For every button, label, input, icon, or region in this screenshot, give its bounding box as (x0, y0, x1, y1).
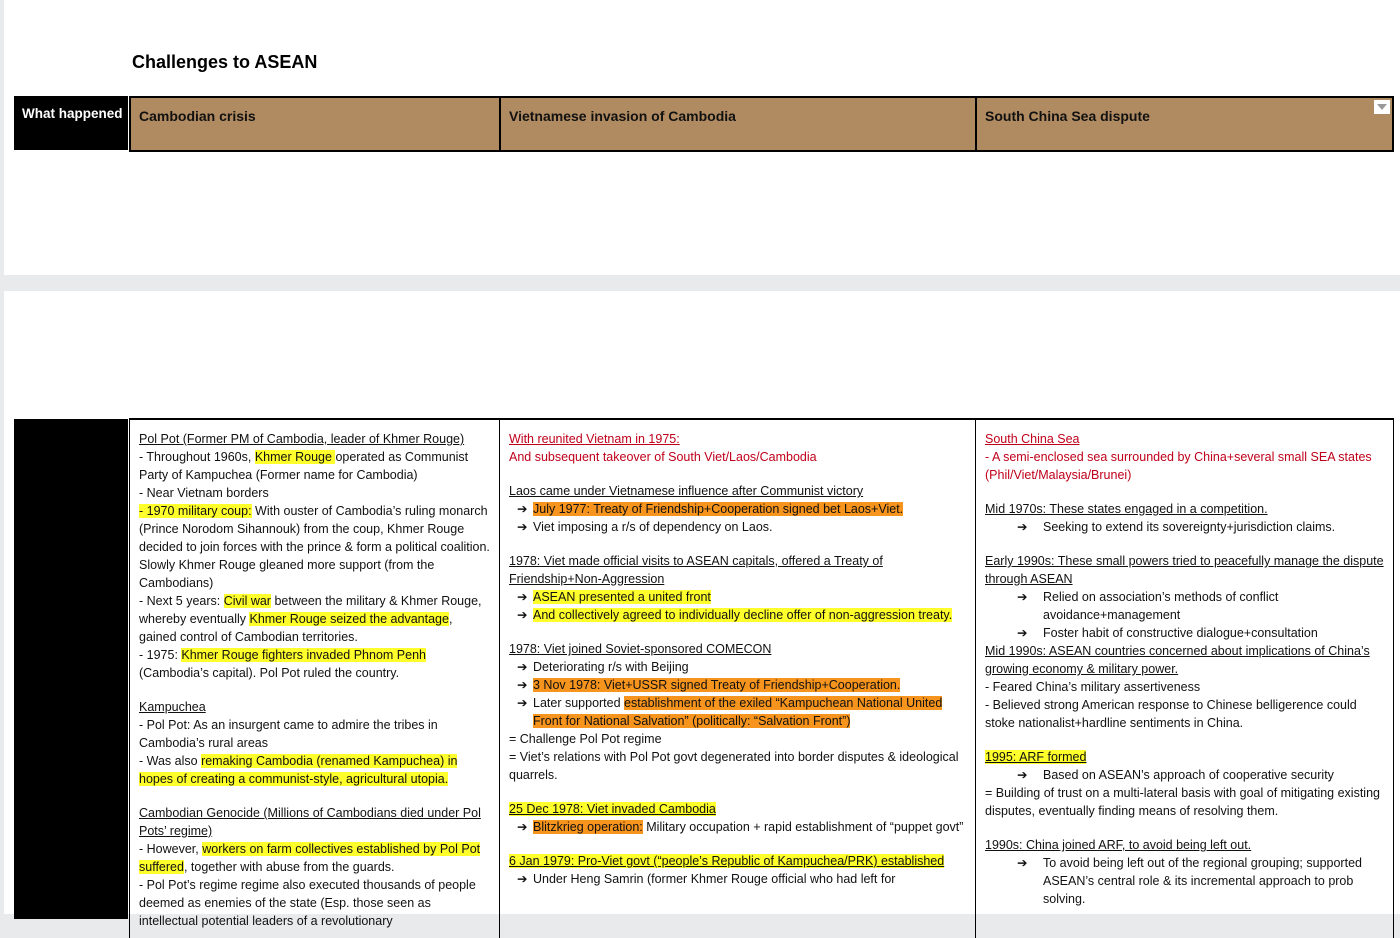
bullet-item: ➔ Later supported establishment of the exiled “Kampuchean National United Front for National Salvation” (politically: “Salvation Front”) (517, 696, 943, 728)
section-heading: Pol Pot (Former PM of Cambodia, leader of Khmer Rouge) (139, 432, 465, 446)
paragraph: = Viet’s relations with Pol Pot govt degenerated into border disputes & ideological quarrels. (509, 750, 959, 782)
section-heading: Kampuchea (139, 700, 206, 714)
section-heading: 25 Dec 1978: Viet invaded Cambodia (509, 802, 716, 816)
section-heading: Early 1990s: These small powers tried to peacefully manage the dispute through ASEAN (985, 554, 1384, 586)
paragraph: - Near Vietnam borders (139, 486, 269, 500)
arrow-icon: ➔ (517, 590, 528, 604)
paragraph: - Throughout 1960s, Khmer Rouge operated as Communist Party of Kampuchea (Former name for Cambodia) (139, 450, 469, 482)
section-heading: Mid 1970s: These states engaged in a competition. (985, 502, 1268, 516)
arrow-icon: ➔ (517, 520, 528, 534)
paragraph: - 1970 military coup: With ouster of Cambodia’s ruling monarch (Prince Norodom Sihannouk) from the coup, Khmer Rouge decided to join forces with the prince & form a political coalition. Slowly Khmer Rouge gleaned more support (from the Cambodians) (139, 504, 490, 590)
bullet-item: ➔ Based on ASEAN’s approach of cooperative security (1017, 768, 1334, 782)
arrow-icon: ➔ (517, 820, 528, 834)
arrow-icon: ➔ (1017, 520, 1028, 534)
bullet-item: ➔ Blitzkrieg operation: Military occupation + rapid establishment of “puppet govt” (517, 820, 964, 834)
section-heading: 1978: Viet joined Soviet-sponsored COMECON (509, 642, 772, 656)
bullet-item: ➔ 3 Nov 1978: Viet+USSR signed Treaty of Friendship+Cooperation. (517, 678, 901, 692)
arrow-icon: ➔ (1017, 626, 1028, 640)
paragraph: - Pol Pot’s regime regime also executed thousands of people deemed as enemies of the state (Esp. those seen as intellectual potential leaders of a revolutionary (139, 878, 476, 928)
bullet-item: ➔ Relied on association’s methods of conflict avoidance+management (1017, 590, 1279, 622)
section-heading: 1978: Viet made official visits to ASEAN capitals, offered a Treaty of Friendship+Non-Aggression (509, 554, 883, 586)
paragraph: = Building of trust on a multi-lateral basis with goal of mitigating existing disputes, eventually finding means of resolving them. (985, 786, 1380, 818)
paragraph: - 1975: Khmer Rouge fighters invaded Phnom Penh (Cambodia’s capital). Pol Pot ruled the country. (139, 648, 426, 680)
bullet-item: ➔ To avoid being left out of the regional grouping; supported ASEAN’s central role & its incremental approach to prob solving. (1017, 856, 1362, 906)
paragraph: - Next 5 years: Civil war between the military & Khmer Rouge, whereby eventually Khmer Rouge seized the advantage, gained control of Cambodian territories. (139, 594, 482, 644)
page-1 (4, 0, 1400, 275)
section-heading: South China Sea (985, 432, 1080, 446)
arrow-icon: ➔ (517, 660, 528, 674)
row-label-what-happened: What happened (14, 96, 128, 150)
paragraph: - Was also remaking Cambodia (renamed Kampuchea) in hopes of creating a communist-style, agricultural utopia. (139, 754, 458, 786)
header-vietnamese-invasion[interactable]: Vietnamese invasion of Cambodia (501, 98, 977, 150)
cell-vietnamese-invasion[interactable] (500, 420, 976, 938)
arrow-icon: ➔ (517, 872, 528, 886)
section-heading: Mid 1990s: ASEAN countries concerned about implications of China’s growing economy & military power. (985, 644, 1370, 676)
bullet-item: ➔ Under Heng Samrin (former Khmer Rouge official who had left for (517, 872, 896, 886)
arrow-icon: ➔ (517, 502, 528, 516)
cell-south-china-sea[interactable] (976, 420, 1394, 938)
arrow-icon: ➔ (517, 678, 528, 692)
cell-cambodian-crisis[interactable] (130, 420, 500, 938)
arrow-icon: ➔ (1017, 856, 1028, 870)
bullet-item: ➔ And collectively agreed to individually decline offer of non-aggression treaty. (517, 608, 953, 622)
row-label-block (14, 419, 128, 919)
paragraph: - Pol Pot: As an insurgent came to admire the tribes in Cambodia’s rural areas (139, 718, 438, 750)
paragraph: And subsequent takeover of South Viet/Laos/Cambodia (509, 450, 817, 464)
paragraph: - Feared China’s military assertiveness (985, 680, 1201, 694)
page-title: Challenges to ASEAN (132, 52, 318, 72)
paragraph: - Believed strong American response to Chinese belligerence could stoke nationalist+hardline sentiments in China. (985, 698, 1357, 730)
bullet-item: ➔ Deteriorating r/s with Beijing (517, 660, 689, 674)
header-south-china-sea-label: South China Sea dispute (985, 108, 1150, 124)
section-heading: 6 Jan 1979: Pro-Viet govt (“people’s Republic of Kampuchea/PRK) established (509, 854, 945, 868)
header-row (129, 96, 1394, 152)
bullet-item: ➔ Viet imposing a r/s of dependency on Laos. (517, 520, 773, 534)
section-heading: Cambodian Genocide (Millions of Cambodians died under Pol Pots’ regime) (139, 806, 481, 838)
bullet-item: ➔ ASEAN presented a united front (517, 590, 711, 604)
section-heading: 1995: ARF formed (985, 750, 1087, 764)
arrow-icon: ➔ (1017, 590, 1028, 604)
bullet-item: ➔ Foster habit of constructive dialogue+consultation (1017, 626, 1318, 640)
paragraph: - However, workers on farm collectives established by Pol Pot suffered, together with abuse from the guards. (139, 842, 481, 874)
section-heading: Laos came under Vietnamese influence after Communist victory (509, 484, 864, 498)
content-row (129, 418, 1394, 938)
paragraph: = Challenge Pol Pot regime (509, 732, 662, 746)
section-heading: 1990s: China joined ARF, to avoid being left out. (985, 838, 1252, 852)
bullet-item: ➔ July 1977: Treaty of Friendship+Cooperation signed bet Laos+Viet. (517, 502, 904, 516)
header-south-china-sea[interactable] (977, 98, 1392, 150)
page-2 (4, 291, 1400, 928)
arrow-icon: ➔ (1017, 768, 1028, 782)
section-heading: With reunited Vietnam in 1975: (509, 432, 680, 446)
chevron-down-icon[interactable] (1374, 100, 1390, 114)
bullet-item: ➔ Seeking to extend its sovereignty+jurisdiction claims. (1017, 520, 1336, 534)
arrow-icon: ➔ (517, 696, 528, 710)
arrow-icon: ➔ (517, 608, 528, 622)
header-cambodian-crisis[interactable]: Cambodian crisis (131, 98, 501, 150)
paragraph: - A semi-enclosed sea surrounded by China+several small SEA states (Phil/Viet/Malaysia/Brunei) (985, 450, 1372, 482)
